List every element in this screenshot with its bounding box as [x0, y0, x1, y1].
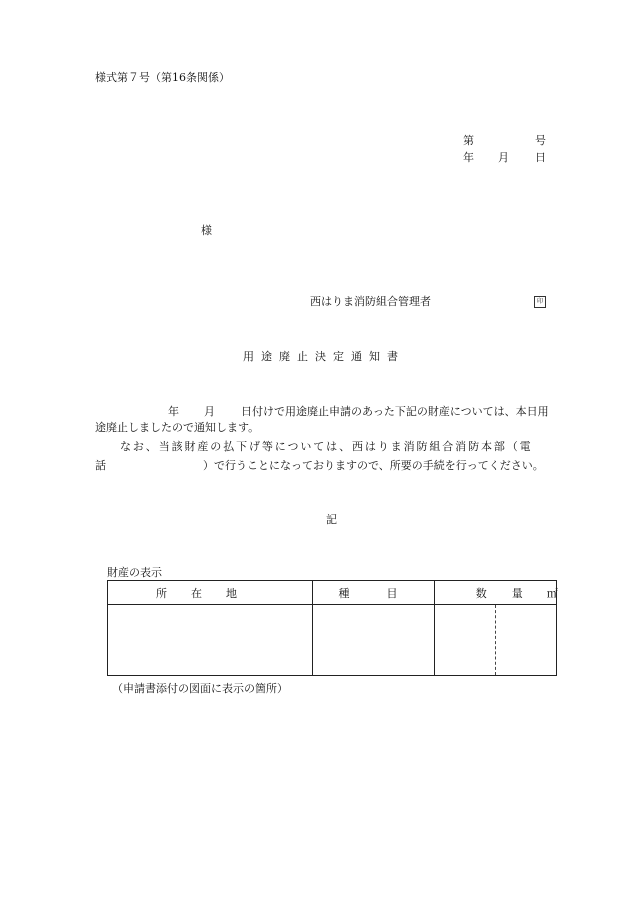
- cell-location: [108, 605, 313, 676]
- paragraph1-line1: 日付けで用途廃止申請のあった下記の財産については、本日用: [241, 405, 549, 418]
- cell-quantity-integer: [434, 605, 495, 676]
- table-row: [108, 605, 557, 676]
- addressee-honorific: 様: [201, 224, 212, 237]
- header-location-char2: 在: [191, 587, 202, 600]
- property-section-caption: 財産の表示: [107, 566, 162, 579]
- header-location-char3: 地: [226, 587, 237, 600]
- cell-quantity-decimal: [495, 605, 556, 676]
- header-type-char2: 目: [386, 587, 398, 600]
- document-number-prefix: 第: [463, 134, 474, 147]
- ki-heading: 記: [326, 513, 337, 526]
- paragraph2-line2-start: 話: [95, 459, 106, 472]
- date-month: 月: [498, 151, 509, 164]
- table-note: （申請書添付の図面に表示の箇所）: [112, 682, 288, 695]
- seal-icon: 印: [534, 296, 546, 308]
- date-day: 日: [535, 151, 546, 164]
- header-quantity: [434, 581, 556, 605]
- date-year: 年: [463, 151, 474, 164]
- paragraph2-line1: なお、当該財産の払下げ等については、西はりま消防組合消防本部（電: [120, 440, 533, 453]
- document-title: 用途廃止決定通知書: [243, 350, 405, 363]
- form-label: 様式第７号（第16条関係）: [95, 71, 230, 84]
- header-quantity-char2: 量: [511, 587, 523, 600]
- document-number-suffix: 号: [535, 134, 546, 147]
- header-type-char1: 種: [338, 587, 350, 600]
- header-location-char1: 所: [156, 587, 167, 600]
- paragraph1-year: 年: [168, 405, 179, 418]
- header-unit: ㎡: [546, 587, 558, 600]
- header-quantity-char1: 数: [475, 587, 487, 600]
- paragraph1-line2: 途廃止しましたので通知します。: [95, 421, 260, 434]
- issuer-name: 西はりま消防組合管理者: [310, 295, 431, 308]
- header-location: [108, 581, 313, 605]
- header-type: [312, 581, 434, 605]
- property-table: [107, 580, 557, 676]
- cell-type: [312, 605, 434, 676]
- paragraph2-line2-rest: ）で行うことになっておりますので、所要の手続を行ってください。: [203, 459, 544, 472]
- table-header-row: [108, 581, 557, 605]
- paragraph1-month: 月: [204, 405, 215, 418]
